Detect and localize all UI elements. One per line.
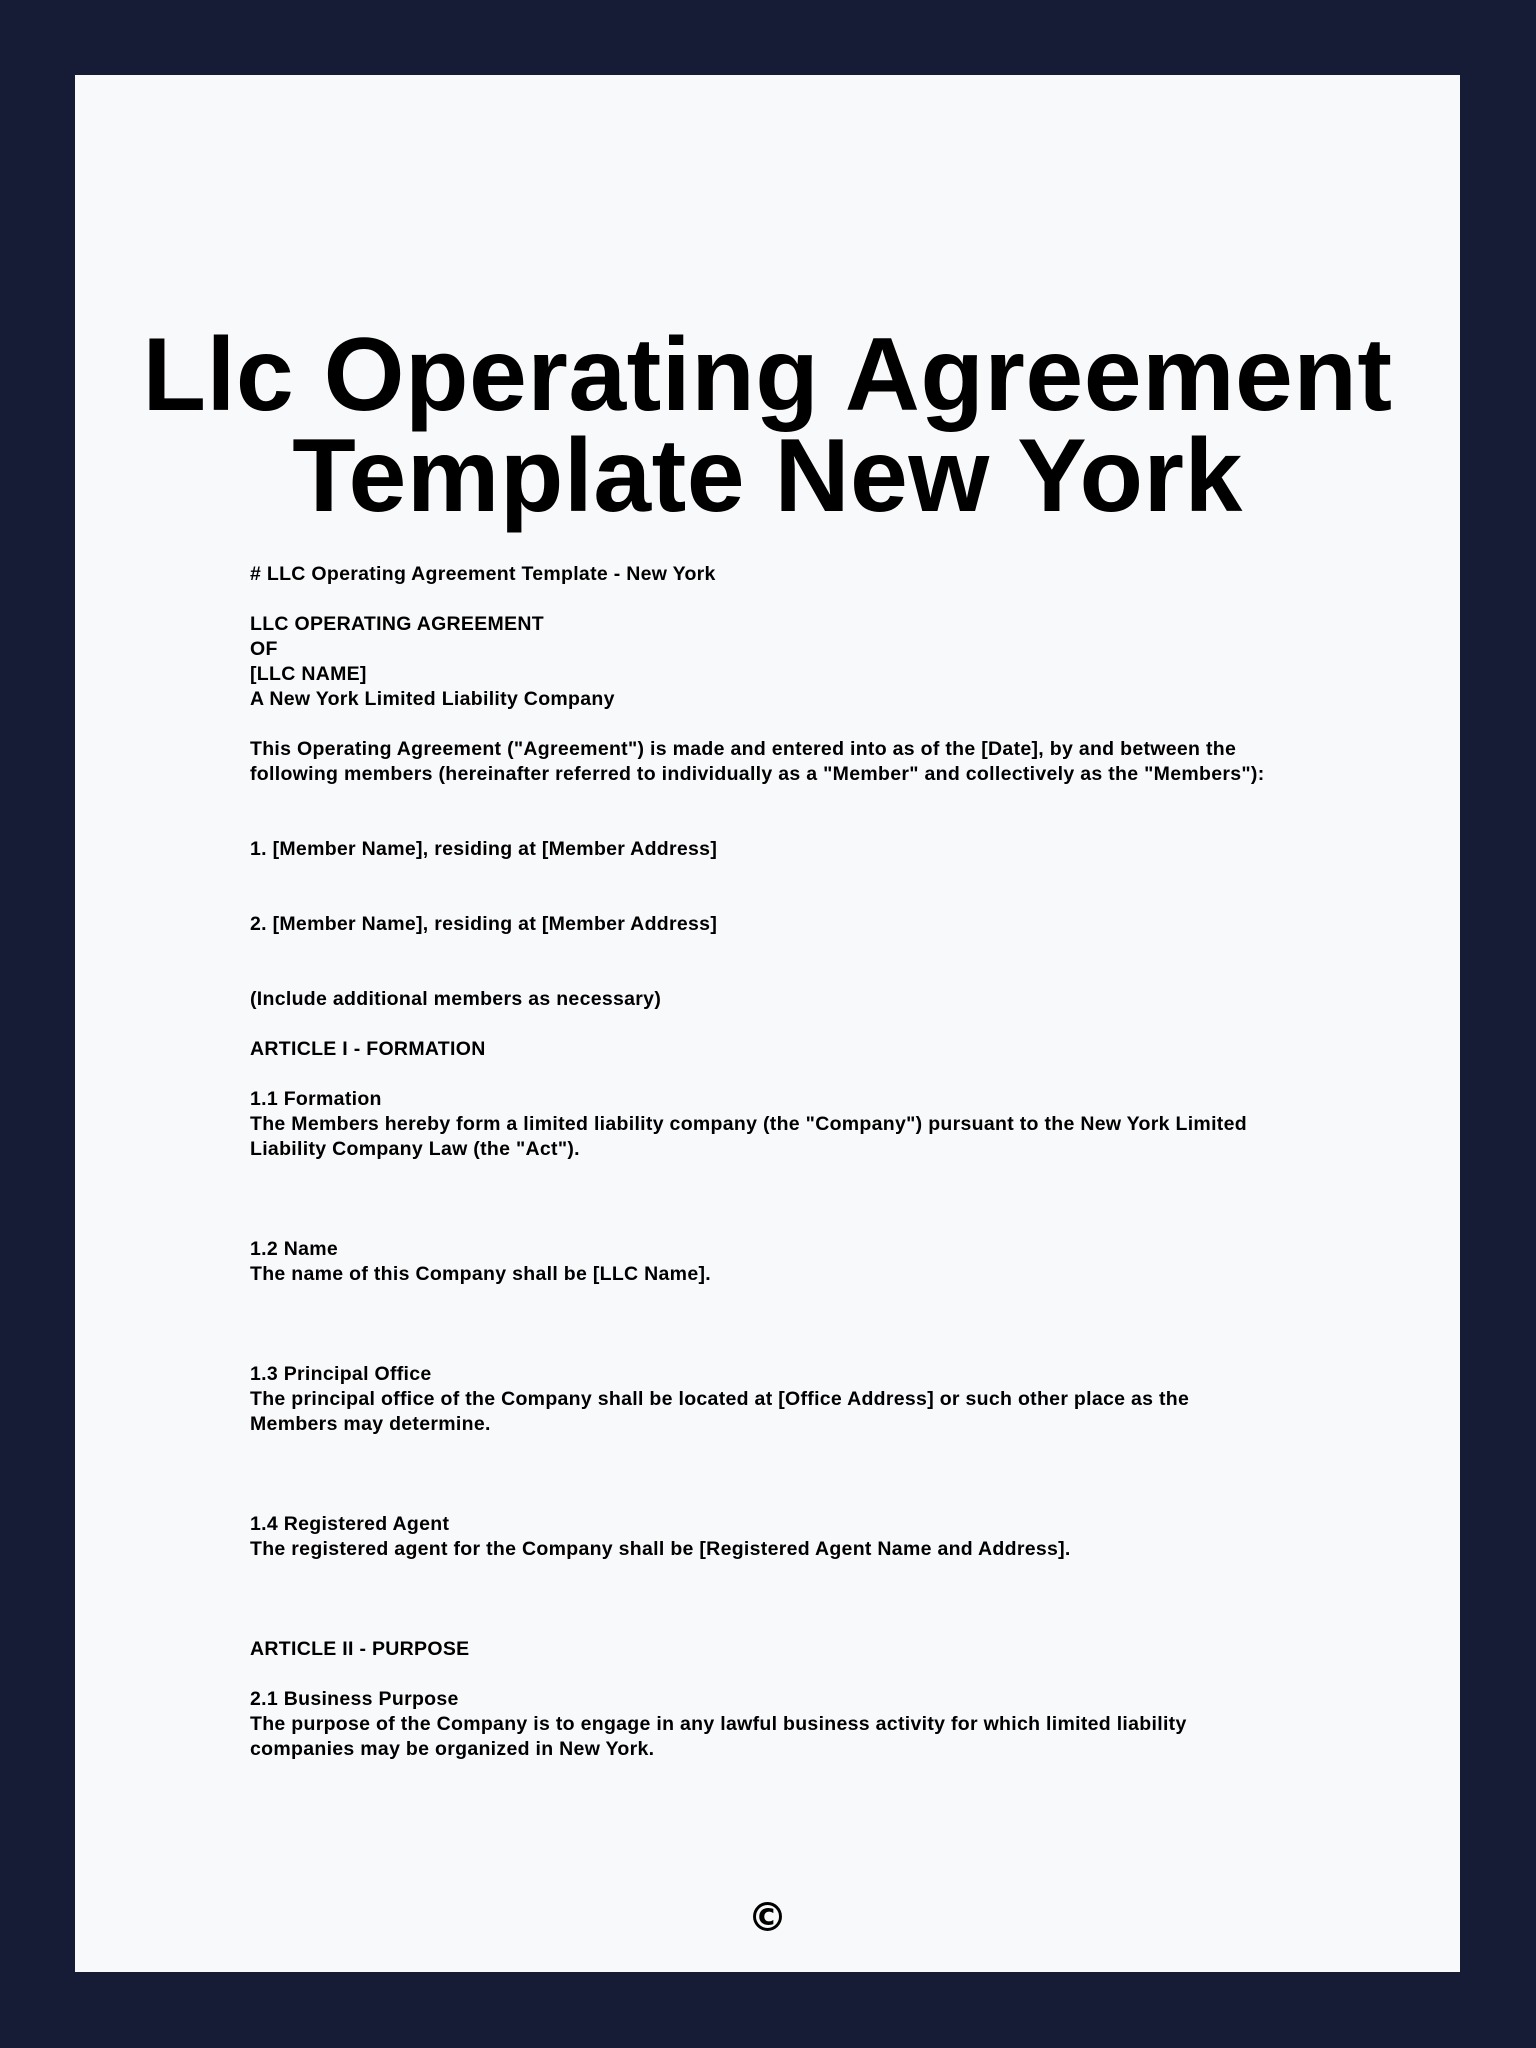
- section-1-4-line-1: The registered agent for the Company shall be [Registered Agent Name and Address].: [250, 1538, 1071, 1560]
- section-1-3-line-1: The principal office of the Company shall be located at [Office Address] or such other place as the: [250, 1388, 1190, 1410]
- section-1-1-line-2: Liability Company Law (the "Act").: [250, 1138, 580, 1160]
- document-title: [75, 317, 1460, 534]
- title-line-2: Template New York: [292, 418, 1243, 534]
- additional-members-note: (Include additional members as necessary): [250, 988, 662, 1010]
- section-1-3-line-2: Members may determine.: [250, 1413, 491, 1435]
- section-2-1-heading: 2.1 Business Purpose: [250, 1688, 459, 1710]
- member-2: 2. [Member Name], residing at [Member Address]: [250, 913, 718, 935]
- section-1-2-line-1: The name of this Company shall be [LLC Name].: [250, 1263, 711, 1285]
- section-1-4-heading: 1.4 Registered Agent: [250, 1513, 450, 1535]
- section-1-1-line-1: The Members hereby form a limited liability company (the "Company") pursuant to the New York Limited: [250, 1113, 1247, 1135]
- llc-name-placeholder: [LLC NAME]: [250, 663, 367, 685]
- section-1-1-heading: 1.1 Formation: [250, 1088, 382, 1110]
- article-2-heading: ARTICLE II - PURPOSE: [250, 1638, 470, 1660]
- member-1: 1. [Member Name], residing at [Member Address]: [250, 838, 718, 860]
- section-1-3-heading: 1.3 Principal Office: [250, 1363, 432, 1385]
- section-2-1-line-1: The purpose of the Company is to engage in any lawful business activity for which limited liability: [250, 1713, 1187, 1735]
- document-page: [75, 75, 1460, 1972]
- section-1-2-heading: 1.2 Name: [250, 1238, 339, 1260]
- document-body: [250, 562, 1330, 1762]
- markdown-heading: # LLC Operating Agreement Template - New York: [250, 563, 716, 585]
- company-type: A New York Limited Liability Company: [250, 688, 615, 710]
- intro-line-2: following members (hereinafter referred to individually as a "Member" and collectively as the "Members"):: [250, 763, 1265, 785]
- intro-line-1: This Operating Agreement ("Agreement") is made and entered into as of the [Date], by and between the: [250, 738, 1237, 760]
- article-1-heading: ARTICLE I - FORMATION: [250, 1038, 486, 1060]
- copyright-icon: ©: [747, 1895, 788, 1941]
- title-line-1: Llc Operating Agreement: [142, 317, 1393, 433]
- agreement-of: OF: [250, 638, 278, 660]
- agreement-title: LLC OPERATING AGREEMENT: [250, 613, 544, 635]
- section-2-1-line-2: companies may be organized in New York.: [250, 1738, 655, 1760]
